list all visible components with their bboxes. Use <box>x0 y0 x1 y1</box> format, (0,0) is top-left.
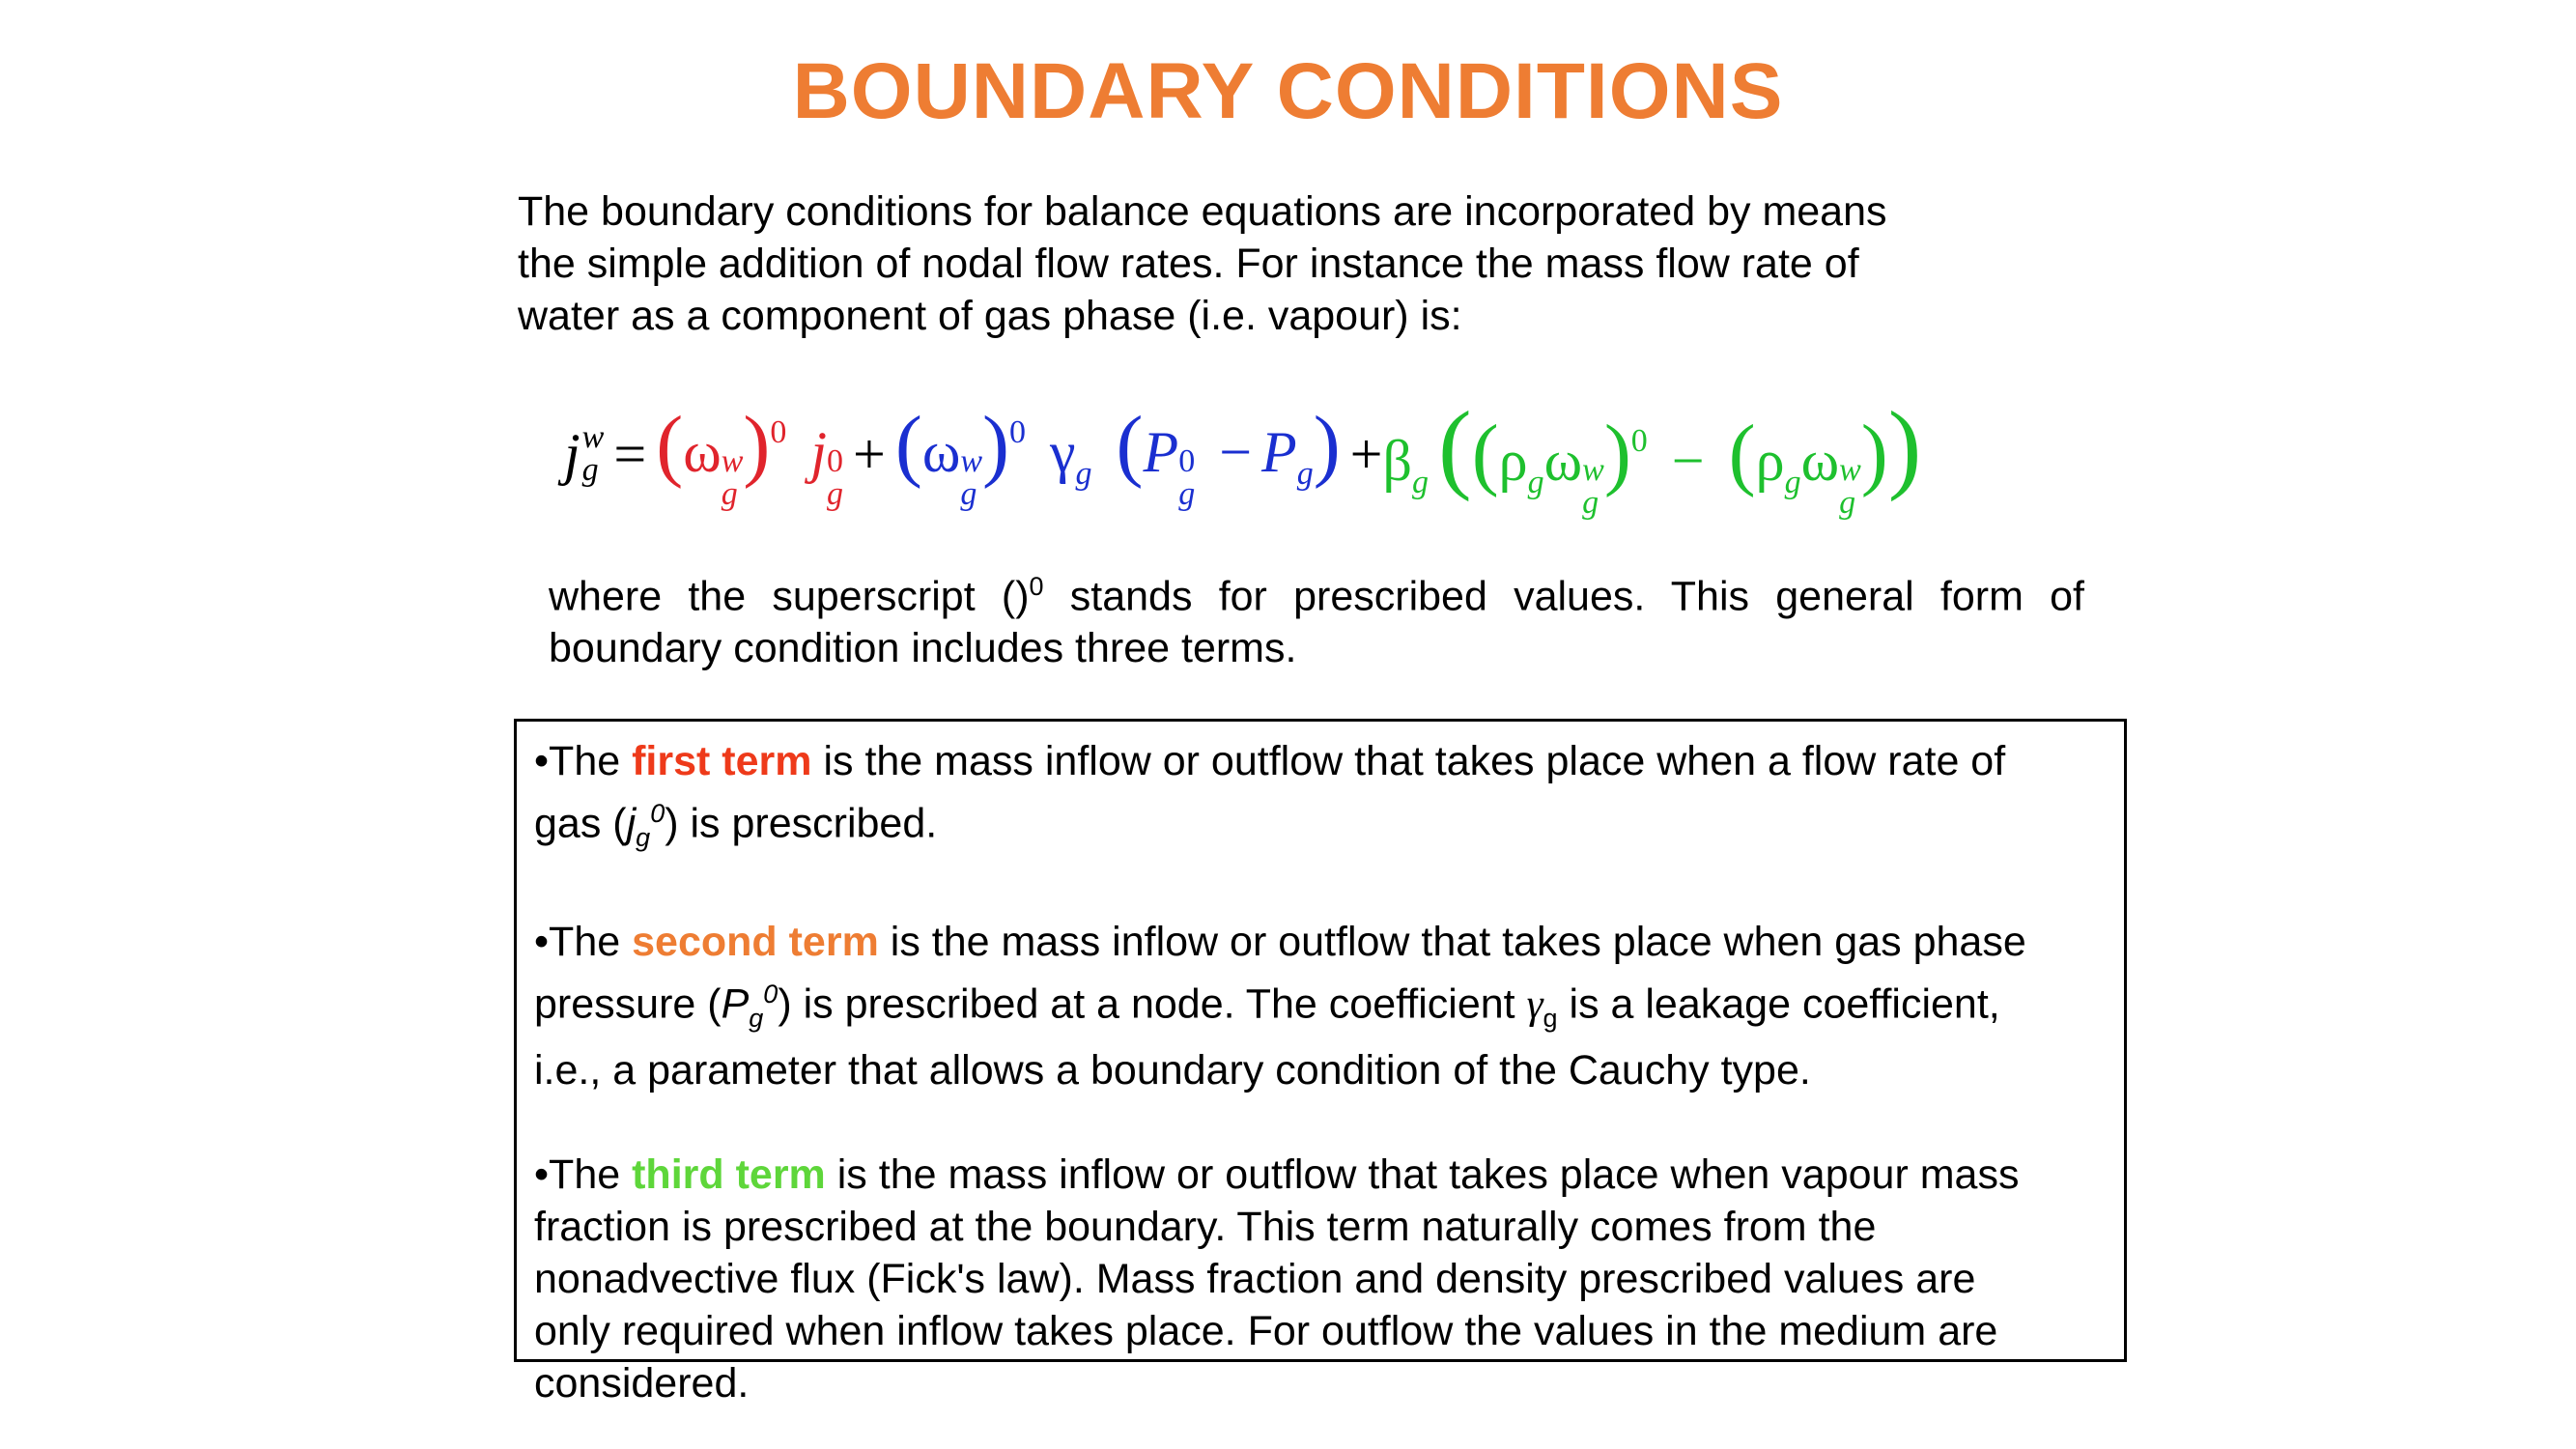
where-sup: 0 <box>1029 572 1044 601</box>
eq-term3: $\beta_g((\rho_g\omega$ w g )$^0 - (\rho_g\omega$ w g )) <box>1382 390 1922 521</box>
eq-plus: + <box>1349 421 1383 486</box>
second-term-highlight: second term <box>632 918 879 965</box>
intro-line: The boundary conditions for balance equations are incorporated by means <box>518 188 1887 235</box>
where-text: where the superscript () <box>549 573 1030 620</box>
eq-sub: g <box>581 452 599 488</box>
eq-sup: w <box>581 419 605 455</box>
eq-equals: = <box>613 421 647 486</box>
second-term-item: •The second term is the mass inflow or outflow that takes place when gas phase pressure $(P_g^0)$ is prescribed at a node. The coefficient $\gamma_g$ is a leakage coefficient, i.e., a parameter that allows a boundary condition of the Cauchy type. <box>534 918 2026 1094</box>
boundary-equation <box>564 386 1921 522</box>
eq-term2: (ω w g )$^0$ $\gamma_g$ (P 0 g − $P_g$) <box>894 399 1341 512</box>
intro-paragraph <box>518 185 1957 342</box>
third-term-item: •The third term is the mass inflow or outflow that takes place when vapour mass fraction is prescribed at the boundary. This term naturally comes from the nonadvective flux (Fick's law). Mass fraction and density prescribed values are only required when inflow takes place. For outflow the values in the medium are considered. <box>534 1151 2020 1406</box>
eq-term1: (ω w g )$^0$ j 0 g <box>656 399 844 512</box>
first-term-item: •The first term is the mass inflow or outflow that takes place when a flow rate of gas $(j_g^0)$ is prescribed. <box>534 738 2006 852</box>
intro-line: water as a component of gas phase (i.e. vapour) is: <box>518 293 1462 339</box>
intro-line: the simple addition of nodal flow rates. For instance the mass flow rate of <box>518 241 1859 287</box>
eq-plus: + <box>853 421 886 486</box>
terms-box <box>514 719 2127 1406</box>
where-text: stands for prescribed values. This general form of <box>1043 573 2085 620</box>
page-title: BOUNDARY CONDITIONS <box>792 47 1784 135</box>
third-term-highlight: third term <box>632 1151 826 1198</box>
first-term-highlight: first term <box>632 738 812 784</box>
eq-j: j <box>564 421 580 486</box>
where-paragraph <box>549 560 2084 674</box>
where-text: boundary condition includes three terms. <box>549 625 1297 672</box>
